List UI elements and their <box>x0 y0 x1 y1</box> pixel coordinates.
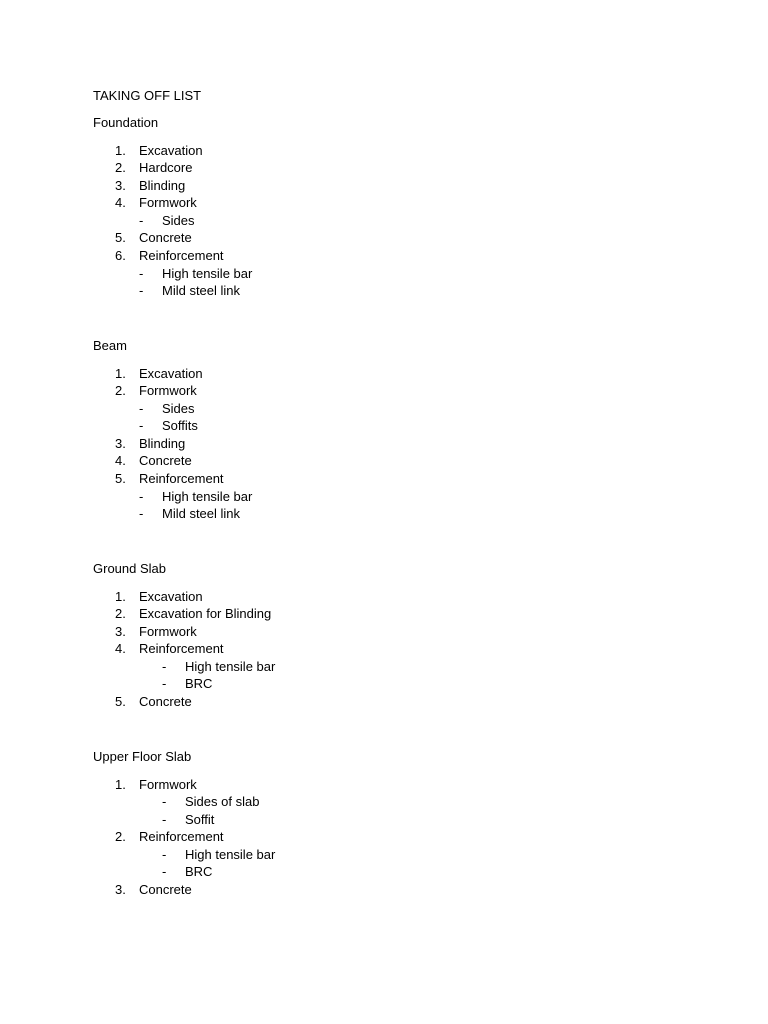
list-number: 2. <box>115 160 126 176</box>
sub-list-item <box>93 488 693 506</box>
sub-list-item-text: Mild steel link <box>162 506 241 522</box>
list-item-text: Concrete <box>139 882 192 898</box>
list-item <box>93 229 693 247</box>
list-item <box>93 365 693 383</box>
list-item-text: Concrete <box>139 694 192 710</box>
list-item <box>93 828 693 846</box>
list-item-text: Reinforcement <box>139 248 224 264</box>
sub-list-item <box>93 505 693 523</box>
sub-list-item-text: High tensile bar <box>185 658 276 674</box>
sub-list-item <box>93 811 693 829</box>
list-item-text: Concrete <box>139 453 192 469</box>
section-foundation <box>93 114 693 300</box>
list-item <box>93 247 693 265</box>
list-item <box>93 776 693 794</box>
list-item <box>93 194 693 212</box>
list-item <box>93 177 693 195</box>
list-number: 1. <box>115 365 126 381</box>
list-number: 4. <box>115 641 126 657</box>
document-title: TAKING OFF LIST <box>93 88 202 103</box>
sub-list-item-text: Sides <box>162 400 195 416</box>
sub-list-item-text: Sides of slab <box>185 794 260 810</box>
list-dash: - <box>139 400 144 416</box>
sub-list-item <box>93 863 693 881</box>
section-heading: Upper Floor Slab <box>93 749 192 764</box>
list-number: 5. <box>115 694 126 710</box>
list-item-text: Reinforcement <box>139 829 224 845</box>
list-item <box>93 623 693 641</box>
section-beam <box>93 337 693 523</box>
list-item-text: Blinding <box>139 177 186 193</box>
list-item <box>93 435 693 453</box>
list-dash: - <box>162 658 167 674</box>
list-dash: - <box>139 506 144 522</box>
list-number: 4. <box>115 453 126 469</box>
list-item <box>93 470 693 488</box>
list-item-text: Reinforcement <box>139 641 224 657</box>
list-item-text: Formwork <box>139 776 197 792</box>
list-dash: - <box>139 418 144 434</box>
sub-list-item-text: BRC <box>185 676 213 692</box>
list-dash: - <box>162 864 167 880</box>
list-item <box>93 142 693 160</box>
list-dash: - <box>139 283 144 299</box>
sub-list-item-text: High tensile bar <box>185 846 276 862</box>
section-ground-slab <box>93 560 693 711</box>
list-number: 5. <box>115 230 126 246</box>
list-item <box>93 693 693 711</box>
list-dash: - <box>139 488 144 504</box>
sub-list-item <box>93 658 693 676</box>
list-item <box>93 382 693 400</box>
list-number: 2. <box>115 606 126 622</box>
list-item <box>93 881 693 899</box>
sub-list-item <box>93 675 693 693</box>
list-item <box>93 588 693 606</box>
list-number: 3. <box>115 882 126 898</box>
sub-list-item-text: Soffit <box>185 811 215 827</box>
list-number: 2. <box>115 829 126 845</box>
list-dash: - <box>139 265 144 281</box>
sub-list-item-text: Soffits <box>162 418 198 434</box>
list-dash: - <box>162 794 167 810</box>
list-item-text: Formwork <box>139 383 197 399</box>
list-item-text: Excavation <box>139 365 203 381</box>
list-dash: - <box>162 811 167 827</box>
list-number: 5. <box>115 471 126 487</box>
list-item-text: Blinding <box>139 435 186 451</box>
list-number: 3. <box>115 435 126 451</box>
list-dash: - <box>162 676 167 692</box>
list-item-text: Formwork <box>139 623 197 639</box>
list-item <box>93 452 693 470</box>
list-item-text: Excavation <box>139 588 203 604</box>
list-item-text: Excavation for Blinding <box>139 606 272 622</box>
list-item-text: Formwork <box>139 195 197 211</box>
sub-list-item-text: High tensile bar <box>162 488 253 504</box>
list-number: 1. <box>115 142 126 158</box>
list-item-text: Excavation <box>139 142 203 158</box>
list-item-text: Hardcore <box>139 160 193 176</box>
list-number: 6. <box>115 248 126 264</box>
section-heading: Beam <box>93 338 127 353</box>
list-dash: - <box>162 846 167 862</box>
sub-list-item <box>93 212 693 230</box>
list-number: 4. <box>115 195 126 211</box>
list-item <box>93 605 693 623</box>
section-heading: Foundation <box>93 115 159 130</box>
sub-list-item <box>93 417 693 435</box>
list-number: 1. <box>115 588 126 604</box>
sub-list-item-text: BRC <box>185 864 213 880</box>
sub-list-item <box>93 846 693 864</box>
list-number: 3. <box>115 177 126 193</box>
section-upper-floor-slab <box>93 748 693 899</box>
list-number: 1. <box>115 776 126 792</box>
sub-list-item <box>93 400 693 418</box>
list-item <box>93 159 693 177</box>
sub-list-item-text: Mild steel link <box>162 283 241 299</box>
list-dash: - <box>139 212 144 228</box>
list-number: 2. <box>115 383 126 399</box>
list-item-text: Reinforcement <box>139 471 224 487</box>
sub-list-item <box>93 793 693 811</box>
list-item <box>93 640 693 658</box>
list-item-text: Concrete <box>139 230 192 246</box>
list-number: 3. <box>115 623 126 639</box>
sub-list-item-text: High tensile bar <box>162 265 253 281</box>
sub-list-item <box>93 282 693 300</box>
sub-list-item <box>93 265 693 283</box>
sub-list-item-text: Sides <box>162 212 195 228</box>
section-heading: Ground Slab <box>93 561 166 576</box>
